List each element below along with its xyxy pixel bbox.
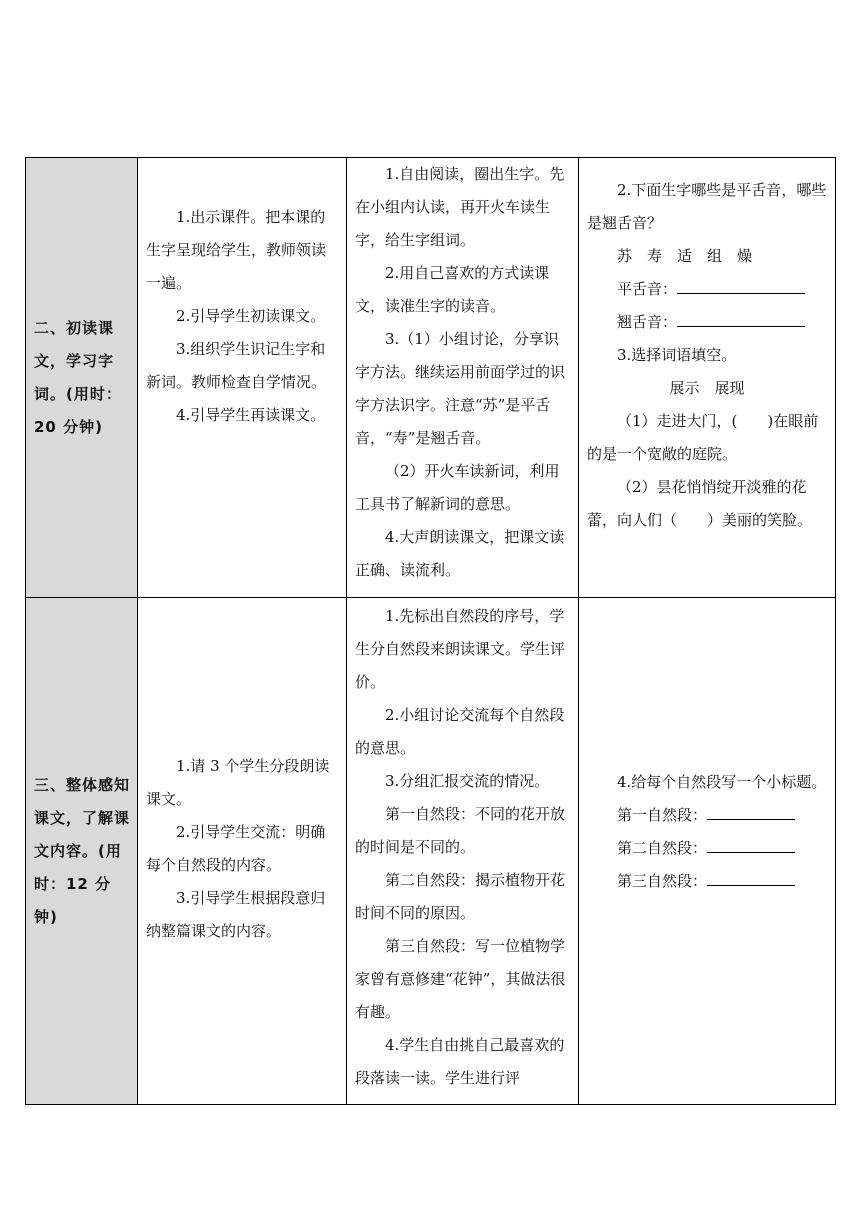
answer-blank[interactable] [677,277,805,294]
teacher-step: 1.出示课件。把本课的生字呈现给学生，教师领读一遍。 [146,208,327,292]
question-4: 4.给每个自然段写一个小标题。 [617,773,827,791]
student-step: 4.学生自由挑自己最喜欢的段落读一读。学生进行评 [355,1036,565,1087]
stage-cell [26,158,138,598]
title-line: 第三自然段： [587,865,827,898]
teacher-step: 2.引导学生初读课文。 [176,307,326,325]
char-list: 苏 寿 适 组 燥 [617,247,753,265]
table-row [26,158,836,598]
paragraph-summary: 第二自然段：揭示植物开花时间不同的原因。 [355,871,566,922]
fill-sentence: （1）走进大门，( )在眼前的是一个宽敞的庭院。 [587,412,819,463]
answer-blank[interactable] [707,836,795,853]
student-step: 2.用自己喜欢的方式读课文，读准生字的读音。 [355,264,550,315]
teacher-step: 1.请 3 个学生分段朗读课文。 [146,757,330,808]
answer-blank[interactable] [707,803,795,820]
paragraph-summary: 第三自然段：写一位植物学家曾有意修建“花钟”，其做法很有趣。 [355,937,566,1021]
stage-title: 三、整体感知 课文，了解课 文内容。(用 时：12 分钟) [34,775,131,926]
lesson-plan-table [25,157,836,1105]
student-activity-cell [347,158,579,598]
teacher-step: 2.引导学生交流：明确每个自然段的内容。 [146,823,326,874]
practice-cell [579,158,836,598]
student-step: 2.小组讨论交流每个自然段的意思。 [355,706,565,757]
student-step: （2）开火车读新词，利用工具书了解新词的意思。 [355,462,560,513]
teacher-step: 4.引导学生再读课文。 [176,406,326,424]
answer-blank[interactable] [677,310,805,327]
paragraph-summary: 第一自然段：不同的花开放的时间是不同的。 [355,805,566,856]
fill-sentence: （2）昙花悄悄绽开淡雅的花蕾，向人们（ ）美丽的笑脸。 [587,478,813,529]
teacher-activity-cell [138,598,347,1105]
teacher-step: 3.引导学生根据段意归纳整篇课文的内容。 [146,889,326,940]
title-line: 第二自然段： [587,832,827,865]
retroflex-line: 翘舌音： [587,306,827,339]
question-2: 2.下面生字哪些是平舌音，哪些是翘舌音？ [587,181,827,232]
stage-title: 二、初读课 文，学习字 词。(用时： 20 分钟) [34,318,122,436]
table-row [26,598,836,1105]
word-options: 展示 展现 [669,379,745,397]
student-step: 3.（1）小组讨论，分享识字方法。继续运用前面学过的识字方法识字。注意“苏”是平舌音，“寿”是翘舌音。 [355,330,566,447]
student-step: 1.先标出自然段的序号，学生分自然段来朗读课文。学生评价。 [355,607,566,691]
teacher-step: 3.组织学生识记生字和新词。教师检查自学情况。 [146,340,327,391]
practice-cell [579,598,836,1105]
teacher-activity-cell [138,158,347,598]
stage-cell [26,598,138,1105]
student-activity-cell [347,598,579,1105]
student-step: 1.自由阅读，圈出生字。先在小组内认读，再开火车读生字，给生字组词。 [355,165,565,249]
student-step: 3.分组汇报交流的情况。 [385,772,550,790]
student-step: 4.大声朗读课文，把课文读正确、读流利。 [355,528,565,579]
question-3: 3.选择词语填空。 [617,346,737,364]
title-line: 第一自然段： [587,799,827,832]
flat-tongue-line: 平舌音： [587,273,827,306]
answer-blank[interactable] [707,869,795,886]
